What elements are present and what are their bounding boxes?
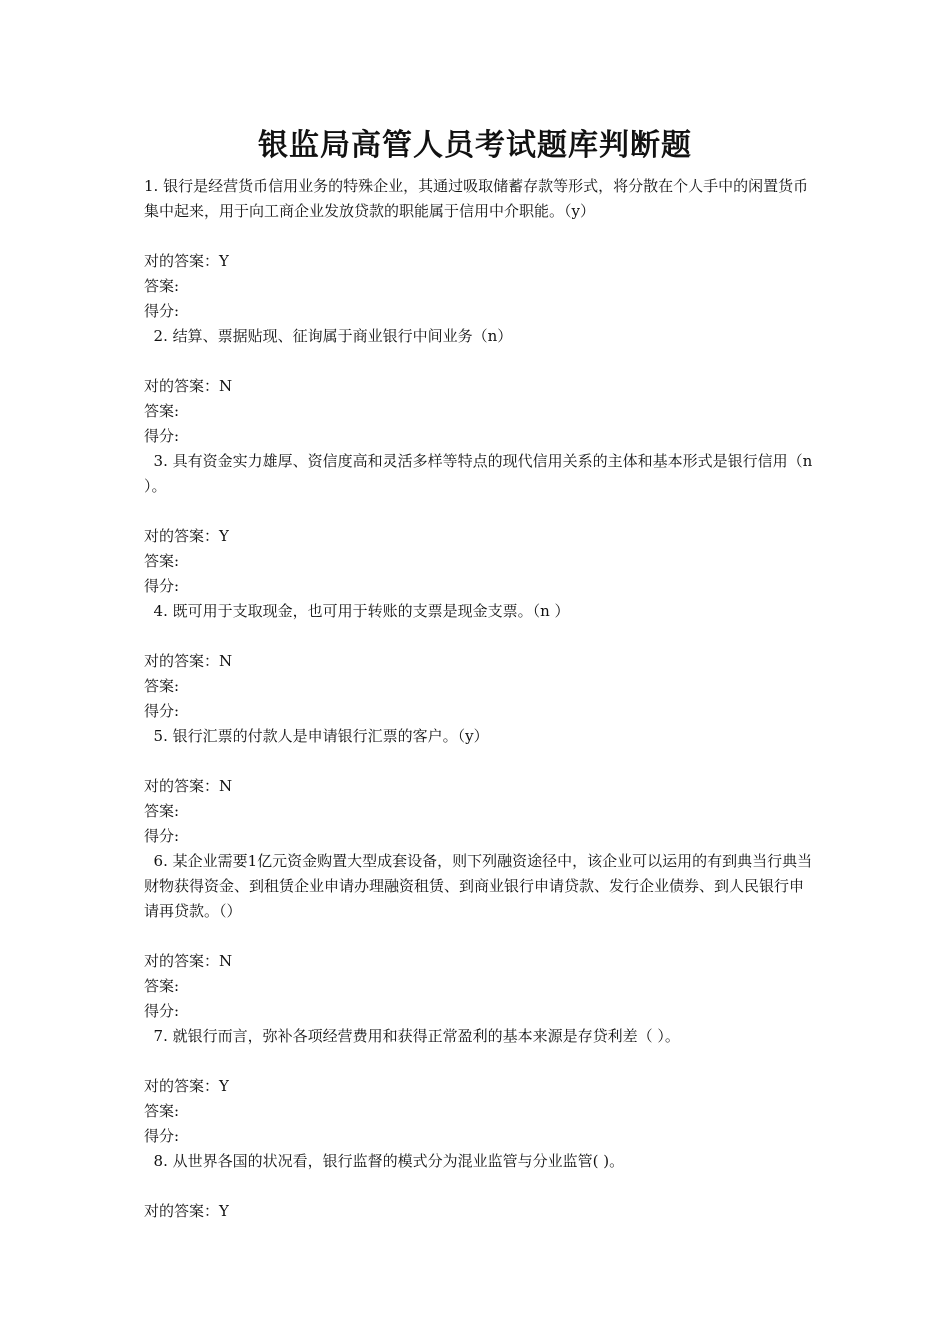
- answer-label: 答案:: [144, 277, 180, 295]
- correct-answer-line: [144, 249, 814, 274]
- answer-label: 答案:: [144, 977, 180, 995]
- correct-answer-value: N: [219, 777, 233, 795]
- correct-answer-label: 对的答案：: [144, 252, 220, 270]
- correct-answer-label: 对的答案：: [144, 1077, 220, 1095]
- correct-answer-line: [144, 649, 814, 674]
- score-label: 得分:: [144, 702, 180, 720]
- question-text: 3. 具有资金实力雄厚、资信度高和灵活多样等特点的现代信用关系的主体和基本形式是银行信用（n ）。: [144, 452, 827, 495]
- answer-label: 答案:: [144, 1102, 180, 1120]
- correct-answer-value: Y: [219, 1077, 229, 1095]
- question-list: [144, 174, 827, 1224]
- correct-answer-line: [144, 774, 814, 799]
- question-text: 2. 结算、票据贴现、征询属于商业银行中间业务（n）: [144, 327, 513, 345]
- question-item: [144, 1024, 814, 1149]
- correct-answer-value: Y: [219, 252, 229, 270]
- correct-answer-label: 对的答案：: [144, 1202, 220, 1220]
- question-item: [144, 1149, 814, 1224]
- question-text: 8. 从世界各国的状况看，银行监督的模式分为混业监管与分业监管( )。: [144, 1152, 625, 1170]
- correct-answer-line: [144, 524, 814, 549]
- score-label: 得分:: [144, 1002, 180, 1020]
- question-text: 5. 银行汇票的付款人是申请银行汇票的客户。（y）: [144, 727, 489, 745]
- correct-answer-label: 对的答案：: [144, 377, 220, 395]
- answer-label: 答案:: [144, 552, 180, 570]
- score-label: 得分:: [144, 1127, 180, 1145]
- correct-answer-line: [144, 949, 814, 974]
- score-label: 得分:: [144, 827, 180, 845]
- answer-label: 答案:: [144, 402, 180, 420]
- question-item: [144, 849, 814, 1024]
- correct-answer-value: Y: [219, 1202, 229, 1220]
- correct-answer-value: Y: [219, 527, 229, 545]
- question-text: 7. 就银行而言，弥补各项经营费用和获得正常盈利的基本来源是存贷利差（ ）。: [144, 1027, 680, 1045]
- correct-answer-value: N: [219, 377, 233, 395]
- question-item: [144, 174, 814, 324]
- correct-answer-label: 对的答案：: [144, 527, 220, 545]
- score-label: 得分:: [144, 577, 180, 595]
- page-title: 银监局高管人员考试题库判断题: [258, 128, 692, 163]
- question-item: [144, 599, 814, 724]
- correct-answer-label: 对的答案：: [144, 952, 220, 970]
- question-item: [144, 724, 814, 849]
- question-text: 4. 既可用于支取现金，也可用于转账的支票是现金支票。（n ）: [144, 602, 570, 620]
- correct-answer-value: N: [219, 652, 233, 670]
- correct-answer-label: 对的答案：: [144, 652, 220, 670]
- correct-answer-label: 对的答案：: [144, 777, 220, 795]
- question-text: 1. 银行是经营货币信用业务的特殊企业，其通过吸取储蓄存款等形式，将分散在个人手中的闲置货币集中起来，用于向工商企业发放贷款的职能属于信用中介职能。（y）: [144, 177, 809, 220]
- question-item: [144, 449, 827, 599]
- score-label: 得分:: [144, 302, 180, 320]
- question-item: [144, 324, 814, 449]
- score-label: 得分:: [144, 427, 180, 445]
- correct-answer-line: [144, 1199, 814, 1224]
- correct-answer-line: [144, 1074, 814, 1099]
- question-text: 6. 某企业需要1亿元资金购置大型成套设备，则下列融资途径中，该企业可以运用的有到典当行典当财物获得资金、到租赁企业申请办理融资租赁、到商业银行申请贷款、发行企业债券、到人民银行申请再贷款。（）: [144, 852, 813, 920]
- correct-answer-line: [144, 374, 814, 399]
- answer-label: 答案:: [144, 677, 180, 695]
- answer-label: 答案:: [144, 802, 180, 820]
- correct-answer-value: N: [219, 952, 233, 970]
